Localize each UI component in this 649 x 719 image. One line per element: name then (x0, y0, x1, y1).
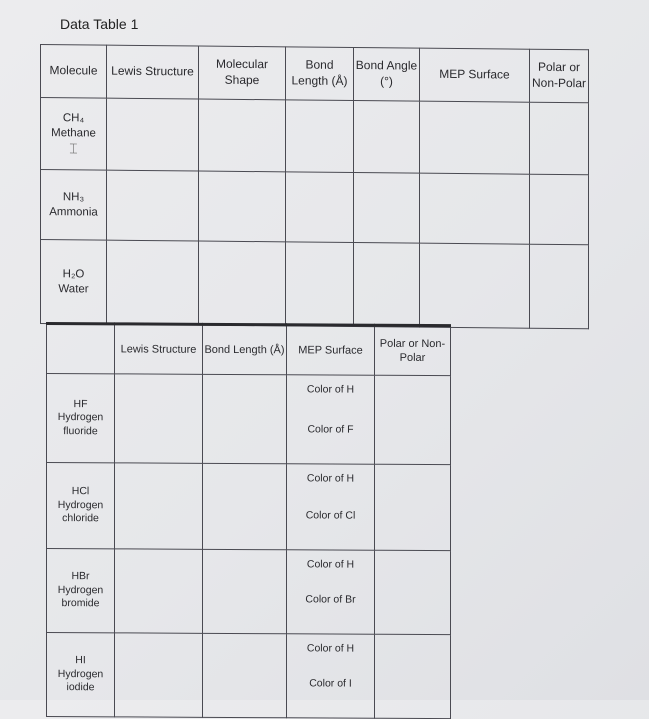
header-molecular-shape: Molecular Shape (199, 46, 286, 100)
polar-cell[interactable] (375, 550, 451, 634)
table-row (41, 170, 589, 245)
header-mep-surface: MEP Surface (287, 325, 375, 375)
molecule-cell (41, 240, 107, 325)
bond-angle-cell[interactable] (354, 101, 420, 174)
molecule-formula: HBr (71, 570, 90, 583)
mep-color-x-label: Color of Cl (305, 509, 356, 522)
header-bond-angle: Bond Angle (°) (354, 48, 420, 102)
header-polar: Polar or Non-Polar (375, 325, 451, 375)
mep-color-x-label: Color of F (307, 423, 354, 436)
molecule-name: Hydrogen chloride (57, 498, 104, 525)
molecule-formula: CH₄ (62, 111, 85, 124)
mep-color-h-label: Color of H (306, 642, 355, 655)
lewis-structure-cell[interactable] (115, 549, 203, 633)
mep-surface-cell[interactable] (287, 464, 375, 550)
molecule-cell (47, 463, 115, 549)
data-table-title: Data Table 1 (60, 16, 139, 32)
bond-length-cell[interactable] (286, 100, 354, 173)
polar-cell[interactable] (530, 102, 589, 175)
mep-color-h-label: Color of H (306, 472, 355, 485)
header-polar: Polar or Non-Polar (530, 49, 589, 103)
lewis-structure-cell[interactable] (107, 170, 199, 241)
header-molecule: Molecule (41, 45, 107, 99)
bond-length-cell[interactable] (203, 463, 287, 549)
mep-color-x-label: Color of I (309, 677, 352, 690)
molecule-cell (41, 98, 107, 171)
table-row (41, 240, 589, 329)
bond-length-cell[interactable] (203, 633, 287, 717)
molecule-cell (47, 549, 115, 633)
table-row (47, 463, 451, 551)
molecule-formula: HCl (71, 485, 90, 498)
polar-cell[interactable] (375, 634, 451, 718)
data-table-2 (46, 322, 451, 719)
molecule-cell (41, 170, 107, 241)
polar-cell[interactable] (530, 244, 589, 329)
molecule-cell (47, 633, 115, 717)
text-cursor-icon: ⌶ (69, 141, 78, 158)
molecule-name: Hydrogen fluoride (57, 411, 104, 438)
table-row (47, 549, 451, 635)
polar-cell[interactable] (530, 174, 589, 245)
molecule-name: Methane (51, 126, 96, 140)
data-table-1 (40, 44, 589, 329)
polar-cell[interactable] (375, 464, 451, 550)
lewis-structure-cell[interactable] (115, 463, 203, 549)
mep-surface-cell[interactable] (287, 375, 375, 464)
lewis-structure-cell[interactable] (107, 240, 199, 325)
molecule-formula: H₂O (62, 267, 85, 280)
molecule-name: Water (58, 282, 89, 295)
mep-color-h-label: Color of H (306, 558, 355, 571)
header-molecule-blank (47, 324, 115, 374)
mep-surface-cell[interactable] (420, 243, 530, 328)
header-mep-surface: MEP Surface (420, 48, 530, 102)
bond-length-cell[interactable] (286, 242, 354, 327)
molecule-name: Ammonia (49, 205, 98, 219)
molecule-formula: HI (75, 654, 86, 667)
bond-length-cell[interactable] (203, 549, 287, 633)
molecular-shape-cell[interactable] (199, 241, 286, 326)
polar-cell[interactable] (375, 375, 451, 464)
molecule-formula: HF (73, 397, 88, 410)
molecular-shape-cell[interactable] (199, 99, 286, 172)
header-lewis-structure: Lewis Structure (115, 324, 203, 374)
mep-surface-cell[interactable] (287, 634, 375, 718)
mep-surface-cell[interactable] (420, 101, 530, 174)
mep-color-x-label: Color of Br (305, 593, 356, 606)
header-bond-length: Bond Length (Å) (203, 324, 287, 374)
molecule-cell (47, 374, 115, 463)
table-row (47, 633, 451, 719)
molecule-formula: NH₃ (62, 190, 85, 203)
header-lewis-structure: Lewis Structure (107, 45, 199, 99)
table2-header-row (47, 324, 451, 376)
molecular-shape-cell[interactable] (199, 171, 286, 242)
table-row (47, 374, 451, 465)
bond-angle-cell[interactable] (354, 243, 420, 328)
lewis-structure-cell[interactable] (107, 98, 199, 171)
molecule-name: Hydrogen iodide (57, 667, 104, 694)
table-row (41, 98, 589, 175)
molecule-name: Hydrogen bromide (57, 583, 104, 610)
bond-length-cell[interactable] (203, 374, 287, 463)
lewis-structure-cell[interactable] (115, 374, 203, 463)
bond-angle-cell[interactable] (354, 173, 420, 244)
mep-color-h-label: Color of H (306, 383, 355, 396)
table1-header-row (41, 45, 589, 103)
header-bond-length: Bond Length (Å) (286, 47, 354, 101)
mep-surface-cell[interactable] (287, 550, 375, 634)
bond-length-cell[interactable] (286, 172, 354, 243)
mep-surface-cell[interactable] (420, 173, 530, 244)
lewis-structure-cell[interactable] (115, 633, 203, 717)
